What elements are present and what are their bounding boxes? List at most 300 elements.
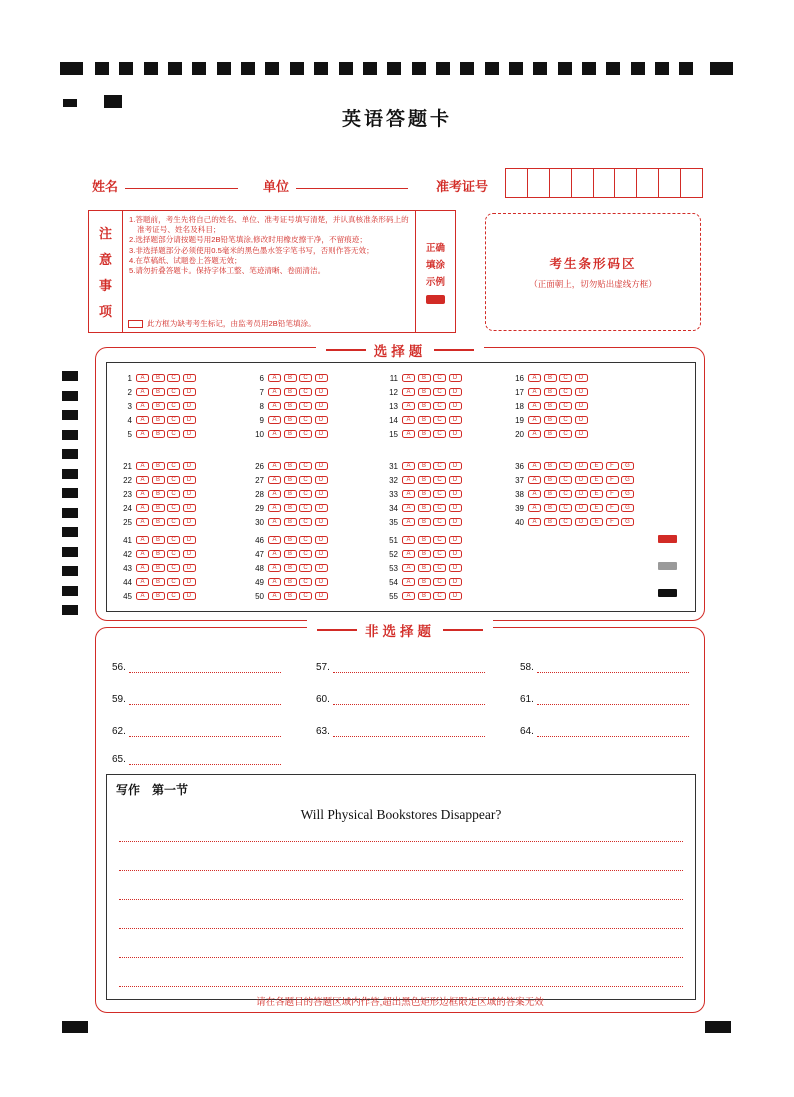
answer-bubble-34-D[interactable]: D: [449, 504, 462, 513]
answer-bubble-20-A[interactable]: A: [528, 430, 541, 439]
answer-bubble-1-A[interactable]: A: [136, 374, 149, 383]
answer-bubble-10-B[interactable]: B: [284, 430, 297, 439]
answer-bubble-36-C[interactable]: C: [559, 462, 572, 471]
answer-bubble-41-C[interactable]: C: [167, 536, 180, 545]
writing-answer-line[interactable]: [119, 928, 683, 929]
blank-question-number: 57.: [316, 662, 330, 673]
answer-bubble-48-A[interactable]: A: [268, 564, 281, 573]
answer-line[interactable]: [333, 662, 485, 673]
answer-bubble-28-B[interactable]: B: [284, 490, 297, 499]
answer-bubble-2-D[interactable]: D: [183, 388, 196, 397]
answer-bubble-38-E[interactable]: E: [590, 490, 603, 499]
answer-line[interactable]: [537, 662, 689, 673]
answer-bubble-24-D[interactable]: D: [183, 504, 196, 513]
answer-bubble-11-D[interactable]: D: [449, 374, 462, 383]
answer-bubble-21-D[interactable]: D: [183, 462, 196, 471]
answer-bubble-35-C[interactable]: C: [433, 518, 446, 527]
answer-bubble-4-D[interactable]: D: [183, 416, 196, 425]
answer-bubble-55-A[interactable]: A: [402, 592, 415, 601]
answer-bubble-54-D[interactable]: D: [449, 578, 462, 587]
ticket-digit-cell[interactable]: [593, 169, 615, 197]
answer-bubble-48-D[interactable]: D: [315, 564, 328, 573]
answer-bubble-5-B[interactable]: B: [152, 430, 165, 439]
answer-bubble-23-B[interactable]: B: [152, 490, 165, 499]
answer-bubble-38-G[interactable]: G: [621, 490, 634, 499]
answer-bubble-16-D[interactable]: D: [575, 374, 588, 383]
answer-bubble-18-D[interactable]: D: [575, 402, 588, 411]
answer-bubble-24-C[interactable]: C: [167, 504, 180, 513]
answer-bubble-39-C[interactable]: C: [559, 504, 572, 513]
answer-bubble-39-B[interactable]: B: [544, 504, 557, 513]
timing-mark: [62, 586, 78, 596]
answer-bubble-1-B[interactable]: B: [152, 374, 165, 383]
answer-bubble-53-A[interactable]: A: [402, 564, 415, 573]
answer-bubble-17-D[interactable]: D: [575, 388, 588, 397]
answer-bubble-40-B[interactable]: B: [544, 518, 557, 527]
answer-bubble-41-B[interactable]: B: [152, 536, 165, 545]
answer-bubble-9-C[interactable]: C: [299, 416, 312, 425]
answer-line[interactable]: [333, 694, 485, 705]
answer-bubble-42-C[interactable]: C: [167, 550, 180, 559]
answer-bubble-15-C[interactable]: C: [433, 430, 446, 439]
timing-mark: [631, 62, 645, 75]
answer-bubble-44-B[interactable]: B: [152, 578, 165, 587]
answer-bubble-16-C[interactable]: C: [559, 374, 572, 383]
answer-bubble-52-A[interactable]: A: [402, 550, 415, 559]
answer-bubble-26-B[interactable]: B: [284, 462, 297, 471]
answer-bubble-22-D[interactable]: D: [183, 476, 196, 485]
answer-bubble-6-A[interactable]: A: [268, 374, 281, 383]
answer-bubble-12-B[interactable]: B: [418, 388, 431, 397]
question-number: 17: [515, 387, 524, 397]
answer-bubble-26-C[interactable]: C: [299, 462, 312, 471]
writing-answer-line[interactable]: [119, 899, 683, 900]
answer-bubble-2-B[interactable]: B: [152, 388, 165, 397]
answer-bubble-41-D[interactable]: D: [183, 536, 196, 545]
answer-bubble-52-C[interactable]: C: [433, 550, 446, 559]
answer-bubble-40-F[interactable]: F: [606, 518, 619, 527]
answer-bubble-20-B[interactable]: B: [544, 430, 557, 439]
blank-question-56: [112, 662, 281, 673]
answer-bubble-21-B[interactable]: B: [152, 462, 165, 471]
answer-bubble-45-A[interactable]: A: [136, 592, 149, 601]
blank-question-number: 56.: [112, 662, 126, 673]
answer-bubble-6-B[interactable]: B: [284, 374, 297, 383]
timing-mark: [60, 62, 83, 75]
answer-bubble-33-C[interactable]: C: [433, 490, 446, 499]
writing-answer-line[interactable]: [119, 986, 683, 987]
timing-mark: [95, 62, 109, 75]
answer-line[interactable]: [129, 662, 281, 673]
answer-bubble-31-C[interactable]: C: [433, 462, 446, 471]
answer-bubble-40-D[interactable]: D: [575, 518, 588, 527]
answer-bubble-25-D[interactable]: D: [183, 518, 196, 527]
ticket-digit-cell[interactable]: [571, 169, 593, 197]
timing-mark: [533, 62, 547, 75]
answer-bubble-11-A[interactable]: A: [402, 374, 415, 383]
blank-question-number: 60.: [316, 694, 330, 705]
timing-mark: [62, 410, 78, 420]
answer-bubble-5-A[interactable]: A: [136, 430, 149, 439]
answer-bubble-34-A[interactable]: A: [402, 504, 415, 513]
answer-bubble-44-C[interactable]: C: [167, 578, 180, 587]
answer-bubble-12-D[interactable]: D: [449, 388, 462, 397]
answer-bubble-5-D[interactable]: D: [183, 430, 196, 439]
answer-bubble-47-B[interactable]: B: [284, 550, 297, 559]
question-number: 50: [255, 591, 264, 601]
ticket-digit-cell[interactable]: [506, 169, 527, 197]
answer-bubble-8-A[interactable]: A: [268, 402, 281, 411]
question-number: 15: [389, 429, 398, 439]
answer-bubble-27-B[interactable]: B: [284, 476, 297, 485]
question-number: 1: [127, 373, 132, 383]
answer-bubble-47-C[interactable]: C: [299, 550, 312, 559]
answer-bubble-32-B[interactable]: B: [418, 476, 431, 485]
answer-bubble-32-A[interactable]: A: [402, 476, 415, 485]
answer-bubble-36-G[interactable]: G: [621, 462, 634, 471]
answer-bubble-23-D[interactable]: D: [183, 490, 196, 499]
answer-bubble-14-C[interactable]: C: [433, 416, 446, 425]
mcq-question-48: [247, 561, 330, 575]
answer-bubble-36-E[interactable]: E: [590, 462, 603, 471]
answer-bubble-21-C[interactable]: C: [167, 462, 180, 471]
answer-bubble-8-B[interactable]: B: [284, 402, 297, 411]
answer-bubble-33-B[interactable]: B: [418, 490, 431, 499]
answer-bubble-38-A[interactable]: A: [528, 490, 541, 499]
answer-bubble-16-B[interactable]: B: [544, 374, 557, 383]
answer-line[interactable]: [129, 694, 281, 705]
answer-bubble-27-D[interactable]: D: [315, 476, 328, 485]
answer-bubble-15-B[interactable]: B: [418, 430, 431, 439]
answer-bubble-20-C[interactable]: C: [559, 430, 572, 439]
question-number: 25: [123, 517, 132, 527]
answer-bubble-10-A[interactable]: A: [268, 430, 281, 439]
answer-bubble-47-A[interactable]: A: [268, 550, 281, 559]
answer-bubble-33-A[interactable]: A: [402, 490, 415, 499]
answer-bubble-39-F[interactable]: F: [606, 504, 619, 513]
answer-bubble-31-D[interactable]: D: [449, 462, 462, 471]
answer-bubble-1-C[interactable]: C: [167, 374, 180, 383]
answer-bubble-25-C[interactable]: C: [167, 518, 180, 527]
notice-box: [88, 210, 456, 333]
answer-bubble-3-C[interactable]: C: [167, 402, 180, 411]
answer-bubble-32-C[interactable]: C: [433, 476, 446, 485]
answer-bubble-51-A[interactable]: A: [402, 536, 415, 545]
answer-bubble-25-B[interactable]: B: [152, 518, 165, 527]
answer-bubble-18-B[interactable]: B: [544, 402, 557, 411]
question-number: 8: [259, 401, 264, 411]
question-number: 13: [389, 401, 398, 411]
writing-answer-line[interactable]: [119, 841, 683, 842]
answer-bubble-3-B[interactable]: B: [152, 402, 165, 411]
answer-bubble-46-A[interactable]: A: [268, 536, 281, 545]
answer-bubble-29-B[interactable]: B: [284, 504, 297, 513]
timing-mark: [62, 488, 78, 498]
name-input-line[interactable]: [125, 172, 238, 189]
answer-bubble-55-C[interactable]: C: [433, 592, 446, 601]
answer-bubble-33-D[interactable]: D: [449, 490, 462, 499]
absent-marker-checkbox[interactable]: [128, 320, 143, 328]
answer-bubble-22-B[interactable]: B: [152, 476, 165, 485]
answer-line[interactable]: [537, 726, 689, 737]
answer-bubble-39-D[interactable]: D: [575, 504, 588, 513]
answer-bubble-2-C[interactable]: C: [167, 388, 180, 397]
answer-bubble-50-A[interactable]: A: [268, 592, 281, 601]
answer-bubble-55-B[interactable]: B: [418, 592, 431, 601]
answer-line[interactable]: [333, 726, 485, 737]
answer-bubble-19-B[interactable]: B: [544, 416, 557, 425]
answer-bubble-29-C[interactable]: C: [299, 504, 312, 513]
answer-bubble-28-D[interactable]: D: [315, 490, 328, 499]
answer-bubble-30-B[interactable]: B: [284, 518, 297, 527]
answer-bubble-27-C[interactable]: C: [299, 476, 312, 485]
answer-bubble-36-B[interactable]: B: [544, 462, 557, 471]
answer-bubble-43-B[interactable]: B: [152, 564, 165, 573]
mcq-question-10: [247, 427, 330, 441]
answer-bubble-25-A[interactable]: A: [136, 518, 149, 527]
answer-line[interactable]: [537, 694, 689, 705]
answer-bubble-53-B[interactable]: B: [418, 564, 431, 573]
answer-bubble-23-C[interactable]: C: [167, 490, 180, 499]
answer-bubble-48-C[interactable]: C: [299, 564, 312, 573]
answer-bubble-42-A[interactable]: A: [136, 550, 149, 559]
answer-bubble-17-C[interactable]: C: [559, 388, 572, 397]
answer-bubble-20-D[interactable]: D: [575, 430, 588, 439]
answer-line[interactable]: [129, 726, 281, 737]
question-number: 22: [123, 475, 132, 485]
answer-bubble-1-D[interactable]: D: [183, 374, 196, 383]
answer-bubble-51-D[interactable]: D: [449, 536, 462, 545]
mcq-question-28: [247, 487, 330, 501]
answer-bubble-22-A[interactable]: A: [136, 476, 149, 485]
answer-bubble-46-C[interactable]: C: [299, 536, 312, 545]
answer-bubble-37-A[interactable]: A: [528, 476, 541, 485]
answer-bubble-24-A[interactable]: A: [136, 504, 149, 513]
answer-bubble-19-C[interactable]: C: [559, 416, 572, 425]
answer-bubble-13-A[interactable]: A: [402, 402, 415, 411]
answer-bubble-4-C[interactable]: C: [167, 416, 180, 425]
answer-bubble-16-A[interactable]: A: [528, 374, 541, 383]
answer-bubble-9-D[interactable]: D: [315, 416, 328, 425]
answer-bubble-44-A[interactable]: A: [136, 578, 149, 587]
answer-bubble-37-F[interactable]: F: [606, 476, 619, 485]
answer-bubble-14-A[interactable]: A: [402, 416, 415, 425]
timing-mark: [144, 62, 158, 75]
answer-bubble-54-A[interactable]: A: [402, 578, 415, 587]
answer-bubble-37-B[interactable]: B: [544, 476, 557, 485]
answer-bubble-12-A[interactable]: A: [402, 388, 415, 397]
answer-bubble-47-D[interactable]: D: [315, 550, 328, 559]
answer-bubble-28-C[interactable]: C: [299, 490, 312, 499]
answer-bubble-13-B[interactable]: B: [418, 402, 431, 411]
answer-bubble-53-C[interactable]: C: [433, 564, 446, 573]
answer-bubble-48-B[interactable]: B: [284, 564, 297, 573]
answer-bubble-52-D[interactable]: D: [449, 550, 462, 559]
answer-bubble-30-A[interactable]: A: [268, 518, 281, 527]
answer-bubble-37-G[interactable]: G: [621, 476, 634, 485]
answer-bubble-22-C[interactable]: C: [167, 476, 180, 485]
answer-bubble-49-C[interactable]: C: [299, 578, 312, 587]
answer-bubble-15-D[interactable]: D: [449, 430, 462, 439]
answer-bubble-3-D[interactable]: D: [183, 402, 196, 411]
answer-bubble-49-B[interactable]: B: [284, 578, 297, 587]
answer-line[interactable]: [129, 754, 281, 765]
answer-bubble-37-D[interactable]: D: [575, 476, 588, 485]
answer-bubble-29-A[interactable]: A: [268, 504, 281, 513]
answer-bubble-24-B[interactable]: B: [152, 504, 165, 513]
answer-bubble-30-D[interactable]: D: [315, 518, 328, 527]
blank-question-number: 61.: [520, 694, 534, 705]
answer-bubble-18-C[interactable]: C: [559, 402, 572, 411]
answer-bubble-55-D[interactable]: D: [449, 592, 462, 601]
answer-bubble-11-B[interactable]: B: [418, 374, 431, 383]
answer-bubble-38-D[interactable]: D: [575, 490, 588, 499]
answer-bubble-34-B[interactable]: B: [418, 504, 431, 513]
answer-bubble-35-A[interactable]: A: [402, 518, 415, 527]
answer-bubble-11-C[interactable]: C: [433, 374, 446, 383]
answer-bubble-49-D[interactable]: D: [315, 578, 328, 587]
answer-bubble-51-B[interactable]: B: [418, 536, 431, 545]
answer-bubble-49-A[interactable]: A: [268, 578, 281, 587]
answer-bubble-45-B[interactable]: B: [152, 592, 165, 601]
timing-mark: [436, 62, 450, 75]
answer-bubble-36-D[interactable]: D: [575, 462, 588, 471]
answer-bubble-14-B[interactable]: B: [418, 416, 431, 425]
answer-bubble-10-C[interactable]: C: [299, 430, 312, 439]
answer-bubble-40-C[interactable]: C: [559, 518, 572, 527]
answer-bubble-27-A[interactable]: A: [268, 476, 281, 485]
answer-bubble-51-C[interactable]: C: [433, 536, 446, 545]
answer-bubble-21-A[interactable]: A: [136, 462, 149, 471]
answer-bubble-40-E[interactable]: E: [590, 518, 603, 527]
answer-bubble-7-A[interactable]: A: [268, 388, 281, 397]
mcq-question-36: [507, 459, 637, 473]
notice-item: 3.非选择题部分必须使用0.5毫米的黑色墨水签字笔书写，否则作答无效；: [129, 245, 374, 255]
answer-bubble-54-C[interactable]: C: [433, 578, 446, 587]
answer-bubble-39-E[interactable]: E: [590, 504, 603, 513]
answer-bubble-7-C[interactable]: C: [299, 388, 312, 397]
answer-bubble-53-D[interactable]: D: [449, 564, 462, 573]
answer-bubble-12-C[interactable]: C: [433, 388, 446, 397]
mcq-question-25: [115, 515, 198, 529]
mcq-question-21: [115, 459, 198, 473]
answer-bubble-44-D[interactable]: D: [183, 578, 196, 587]
ticket-digit-cell[interactable]: [614, 169, 636, 197]
answer-bubble-13-D[interactable]: D: [449, 402, 462, 411]
ticket-digit-cell[interactable]: [549, 169, 571, 197]
answer-bubble-31-B[interactable]: B: [418, 462, 431, 471]
answer-bubble-45-D[interactable]: D: [183, 592, 196, 601]
title-bar-left: [326, 349, 366, 352]
answer-bubble-39-A[interactable]: A: [528, 504, 541, 513]
ticket-digit-cell[interactable]: [658, 169, 680, 197]
answer-bubble-37-E[interactable]: E: [590, 476, 603, 485]
ticket-digit-cell[interactable]: [636, 169, 658, 197]
answer-bubble-6-D[interactable]: D: [315, 374, 328, 383]
answer-bubble-17-A[interactable]: A: [528, 388, 541, 397]
writing-answer-line[interactable]: [119, 957, 683, 958]
answer-bubble-10-D[interactable]: D: [315, 430, 328, 439]
answer-bubble-34-C[interactable]: C: [433, 504, 446, 513]
answer-bubble-6-C[interactable]: C: [299, 374, 312, 383]
answer-bubble-29-D[interactable]: D: [315, 504, 328, 513]
answer-bubble-17-B[interactable]: B: [544, 388, 557, 397]
mcq-question-49: [247, 575, 330, 589]
mcq-question-52: [381, 547, 464, 561]
answer-bubble-31-A[interactable]: A: [402, 462, 415, 471]
answer-bubble-19-D[interactable]: D: [575, 416, 588, 425]
answer-bubble-40-G[interactable]: G: [621, 518, 634, 527]
answer-bubble-43-C[interactable]: C: [167, 564, 180, 573]
unit-input-line[interactable]: [296, 172, 408, 189]
answer-bubble-42-B[interactable]: B: [152, 550, 165, 559]
ticket-digit-cell[interactable]: [527, 169, 549, 197]
answer-bubble-13-C[interactable]: C: [433, 402, 446, 411]
writing-answer-line[interactable]: [119, 870, 683, 871]
answer-bubble-50-D[interactable]: D: [315, 592, 328, 601]
answer-bubble-32-D[interactable]: D: [449, 476, 462, 485]
mcq-question-15: [381, 427, 464, 441]
answer-bubble-39-G[interactable]: G: [621, 504, 634, 513]
answer-bubble-52-B[interactable]: B: [418, 550, 431, 559]
answer-bubble-14-D[interactable]: D: [449, 416, 462, 425]
answer-bubble-35-B[interactable]: B: [418, 518, 431, 527]
answer-bubble-36-A[interactable]: A: [528, 462, 541, 471]
question-number: 37: [515, 475, 524, 485]
answer-bubble-43-A[interactable]: A: [136, 564, 149, 573]
answer-bubble-37-C[interactable]: C: [559, 476, 572, 485]
question-number: 3: [127, 401, 132, 411]
answer-bubble-26-A[interactable]: A: [268, 462, 281, 471]
answer-bubble-3-A[interactable]: A: [136, 402, 149, 411]
answer-bubble-36-F[interactable]: F: [606, 462, 619, 471]
answer-bubble-9-A[interactable]: A: [268, 416, 281, 425]
answer-bubble-23-A[interactable]: A: [136, 490, 149, 499]
answer-bubble-43-D[interactable]: D: [183, 564, 196, 573]
answer-bubble-4-A[interactable]: A: [136, 416, 149, 425]
answer-bubble-15-A[interactable]: A: [402, 430, 415, 439]
answer-bubble-4-B[interactable]: B: [152, 416, 165, 425]
answer-bubble-35-D[interactable]: D: [449, 518, 462, 527]
answer-bubble-8-C[interactable]: C: [299, 402, 312, 411]
answer-bubble-7-B[interactable]: B: [284, 388, 297, 397]
answer-bubble-50-B[interactable]: B: [284, 592, 297, 601]
answer-bubble-41-A[interactable]: A: [136, 536, 149, 545]
answer-bubble-46-D[interactable]: D: [315, 536, 328, 545]
answer-bubble-2-A[interactable]: A: [136, 388, 149, 397]
question-number: 10: [255, 429, 264, 439]
answer-bubble-5-C[interactable]: C: [167, 430, 180, 439]
ticket-digit-cell[interactable]: [680, 169, 702, 197]
answer-bubble-42-D[interactable]: D: [183, 550, 196, 559]
answer-bubble-38-C[interactable]: C: [559, 490, 572, 499]
answer-bubble-40-A[interactable]: A: [528, 518, 541, 527]
answer-bubble-26-D[interactable]: D: [315, 462, 328, 471]
answer-bubble-30-C[interactable]: C: [299, 518, 312, 527]
answer-bubble-28-A[interactable]: A: [268, 490, 281, 499]
answer-bubble-50-C[interactable]: C: [299, 592, 312, 601]
answer-bubble-38-B[interactable]: B: [544, 490, 557, 499]
answer-bubble-45-C[interactable]: C: [167, 592, 180, 601]
answer-bubble-9-B[interactable]: B: [284, 416, 297, 425]
answer-bubble-46-B[interactable]: B: [284, 536, 297, 545]
answer-bubble-38-F[interactable]: F: [606, 490, 619, 499]
answer-bubble-54-B[interactable]: B: [418, 578, 431, 587]
answer-bubble-18-A[interactable]: A: [528, 402, 541, 411]
answer-bubble-19-A[interactable]: A: [528, 416, 541, 425]
answer-bubble-8-D[interactable]: D: [315, 402, 328, 411]
answer-bubble-7-D[interactable]: D: [315, 388, 328, 397]
